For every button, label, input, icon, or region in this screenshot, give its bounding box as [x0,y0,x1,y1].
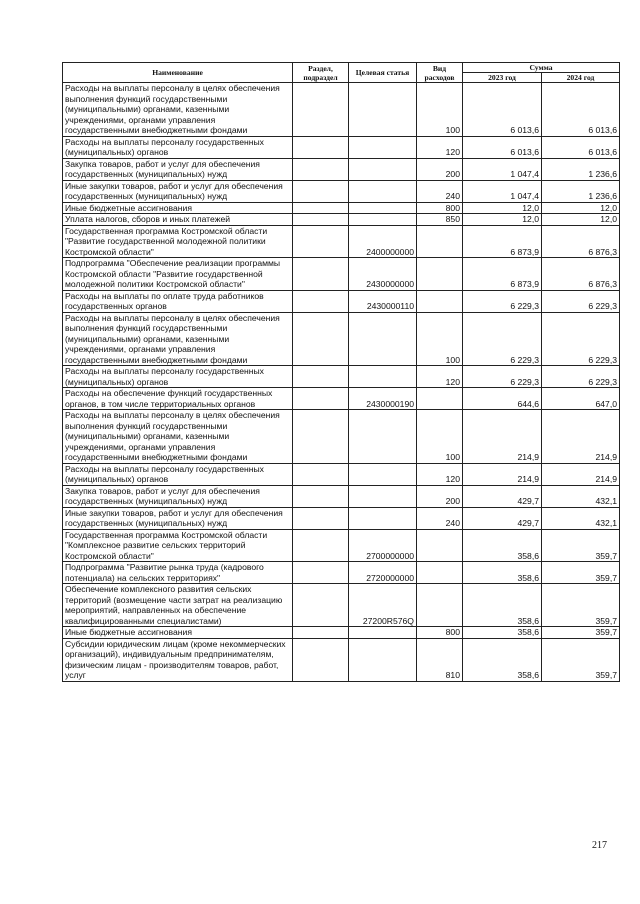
row-target [349,202,417,214]
row-type: 120 [417,463,463,485]
row-type [417,562,463,584]
row-target [349,638,417,681]
row-sum-2023: 6 229,3 [463,366,542,388]
row-name: Обеспечение комплексного развития сельских территорий (возмещение части затрат на реализацию мероприятий, направленных на обеспечение квалифицированными специалистами) [63,584,293,627]
row-sum-2023: 358,6 [463,627,542,639]
row-sum-2023: 644,6 [463,388,542,410]
row-sum-2024: 214,9 [542,410,620,464]
table-row [63,638,620,681]
table-row [63,312,620,366]
row-target [349,507,417,529]
row-target [349,214,417,226]
row-name: Государственная программа Костромской области "Комплексное развитие сельских территорий Костромской области" [63,529,293,562]
row-target [349,485,417,507]
row-target [349,312,417,366]
row-sum-2024: 359,7 [542,529,620,562]
row-section [293,290,349,312]
row-section [293,507,349,529]
table-header [63,63,620,83]
row-target [349,366,417,388]
row-name: Закупка товаров, работ и услуг для обеспечения государственных (муниципальных) нужд [63,158,293,180]
budget-table [62,62,620,682]
row-target: 27200R576Q [349,584,417,627]
row-sum-2023: 6 873,9 [463,258,542,291]
table-row [63,180,620,202]
header-section: Раздел, подраздел [293,63,349,83]
row-sum-2023: 429,7 [463,507,542,529]
row-sum-2023: 12,0 [463,202,542,214]
row-sum-2024: 1 236,6 [542,180,620,202]
row-sum-2023: 6 873,9 [463,225,542,258]
row-type: 240 [417,180,463,202]
table-row [63,136,620,158]
row-section [293,83,349,137]
row-section [293,225,349,258]
row-sum-2023: 1 047,4 [463,180,542,202]
row-sum-2024: 647,0 [542,388,620,410]
row-section [293,158,349,180]
table-row [63,158,620,180]
row-sum-2023: 1 047,4 [463,158,542,180]
row-section [293,627,349,639]
row-sum-2023: 6 229,3 [463,312,542,366]
row-target [349,627,417,639]
row-name: Расходы на обеспечение функций государственных органов, в том числе территориальных органов [63,388,293,410]
row-type [417,225,463,258]
table-row [63,562,620,584]
row-type: 800 [417,627,463,639]
row-sum-2023: 358,6 [463,584,542,627]
table-row [63,463,620,485]
row-type [417,529,463,562]
row-type: 120 [417,366,463,388]
row-sum-2024: 6 013,6 [542,136,620,158]
row-sum-2024: 214,9 [542,463,620,485]
row-sum-2023: 429,7 [463,485,542,507]
header-sum: Сумма [463,63,620,73]
row-type: 850 [417,214,463,226]
row-sum-2023: 214,9 [463,463,542,485]
row-name: Иные закупки товаров, работ и услуг для обеспечения государственных (муниципальных) нужд [63,507,293,529]
row-target [349,180,417,202]
table-row [63,366,620,388]
row-section [293,388,349,410]
row-sum-2024: 6 876,3 [542,258,620,291]
row-sum-2024: 12,0 [542,214,620,226]
row-sum-2024: 432,1 [542,485,620,507]
row-sum-2024: 6 229,3 [542,366,620,388]
row-sum-2023: 358,6 [463,529,542,562]
header-type: Вид расходов [417,63,463,83]
table-row [63,529,620,562]
row-name: Подпрограмма "Обеспечение реализации программы Костромской области "Развитие государственной молодежной политики Костромской области" [63,258,293,291]
row-name: Расходы на выплаты персоналу государственных (муниципальных) органов [63,463,293,485]
row-sum-2023: 358,6 [463,638,542,681]
row-target: 2700000000 [349,529,417,562]
row-target [349,136,417,158]
row-target: 2430000190 [349,388,417,410]
row-sum-2024: 6 013,6 [542,83,620,137]
table-row [63,485,620,507]
row-sum-2023: 214,9 [463,410,542,464]
row-type: 200 [417,485,463,507]
table-row [63,214,620,226]
row-type: 100 [417,410,463,464]
page-number: 217 [592,840,607,851]
row-section [293,485,349,507]
row-section [293,463,349,485]
row-sum-2024: 432,1 [542,507,620,529]
row-type: 100 [417,312,463,366]
table-row [63,388,620,410]
row-name: Закупка товаров, работ и услуг для обеспечения государственных (муниципальных) нужд [63,485,293,507]
row-target: 2430000110 [349,290,417,312]
row-type: 100 [417,83,463,137]
header-year-2024: 2024 год [542,73,620,83]
row-name: Подпрограмма "Развитие рынка труда (кадрового потенциала) на сельских территориях" [63,562,293,584]
row-sum-2024: 6 876,3 [542,225,620,258]
row-section [293,312,349,366]
table-row [63,258,620,291]
row-name: Уплата налогов, сборов и иных платежей [63,214,293,226]
row-sum-2023: 6 229,3 [463,290,542,312]
row-section [293,638,349,681]
row-section [293,214,349,226]
row-target [349,410,417,464]
table-row [63,627,620,639]
row-name: Субсидии юридическим лицам (кроме некоммерческих организаций), индивидуальным предпринимателям, физическим лицам - производителям товаров, работ, услуг [63,638,293,681]
row-sum-2024: 359,7 [542,627,620,639]
row-sum-2024: 359,7 [542,584,620,627]
row-section [293,410,349,464]
row-sum-2024: 6 229,3 [542,290,620,312]
row-sum-2023: 12,0 [463,214,542,226]
row-target [349,83,417,137]
row-name: Расходы на выплаты персоналу в целях обеспечения выполнения функций государственными (муниципальными) органами, казенными учреждениями, органами управления государственными внебюджетными фондами [63,410,293,464]
row-type: 200 [417,158,463,180]
row-type [417,584,463,627]
row-type [417,290,463,312]
row-target [349,463,417,485]
table-body [63,83,620,682]
row-target: 2720000000 [349,562,417,584]
row-type: 800 [417,202,463,214]
table-row [63,83,620,137]
header-name: Наименование [63,63,293,83]
row-name: Расходы на выплаты по оплате труда работников государственных органов [63,290,293,312]
table-row [63,290,620,312]
row-section [293,562,349,584]
row-section [293,258,349,291]
row-sum-2023: 358,6 [463,562,542,584]
row-type: 120 [417,136,463,158]
row-section [293,584,349,627]
row-name: Расходы на выплаты персоналу в целях обеспечения выполнения функций государственными (муниципальными) органами, казенными учреждениями, органами управления государственными внебюджетными фондами [63,312,293,366]
row-type: 240 [417,507,463,529]
row-section [293,180,349,202]
row-target: 2400000000 [349,225,417,258]
row-name: Государственная программа Костромской области "Развитие государственной молодежной политики Костромской области" [63,225,293,258]
table-row [63,410,620,464]
row-name: Иные бюджетные ассигнования [63,627,293,639]
row-type: 810 [417,638,463,681]
row-sum-2024: 359,7 [542,562,620,584]
row-sum-2024: 1 236,6 [542,158,620,180]
row-name: Иные бюджетные ассигнования [63,202,293,214]
table-row [63,225,620,258]
table-row [63,202,620,214]
row-sum-2024: 12,0 [542,202,620,214]
row-name: Расходы на выплаты персоналу государственных (муниципальных) органов [63,136,293,158]
row-sum-2024: 359,7 [542,638,620,681]
row-sum-2024: 6 229,3 [542,312,620,366]
row-section [293,136,349,158]
row-type [417,258,463,291]
row-name: Расходы на выплаты персоналу государственных (муниципальных) органов [63,366,293,388]
row-type [417,388,463,410]
row-sum-2023: 6 013,6 [463,136,542,158]
row-section [293,366,349,388]
row-target: 2430000000 [349,258,417,291]
row-name: Иные закупки товаров, работ и услуг для обеспечения государственных (муниципальных) нужд [63,180,293,202]
row-section [293,202,349,214]
table-row [63,584,620,627]
row-name: Расходы на выплаты персоналу в целях обеспечения выполнения функций государственными (муниципальными) органами, казенными учреждениями, органами управления государственными внебюджетными фондами [63,83,293,137]
row-sum-2023: 6 013,6 [463,83,542,137]
header-year-2023: 2023 год [463,73,542,83]
header-target: Целевая статья [349,63,417,83]
row-target [349,158,417,180]
row-section [293,529,349,562]
table-row [63,507,620,529]
